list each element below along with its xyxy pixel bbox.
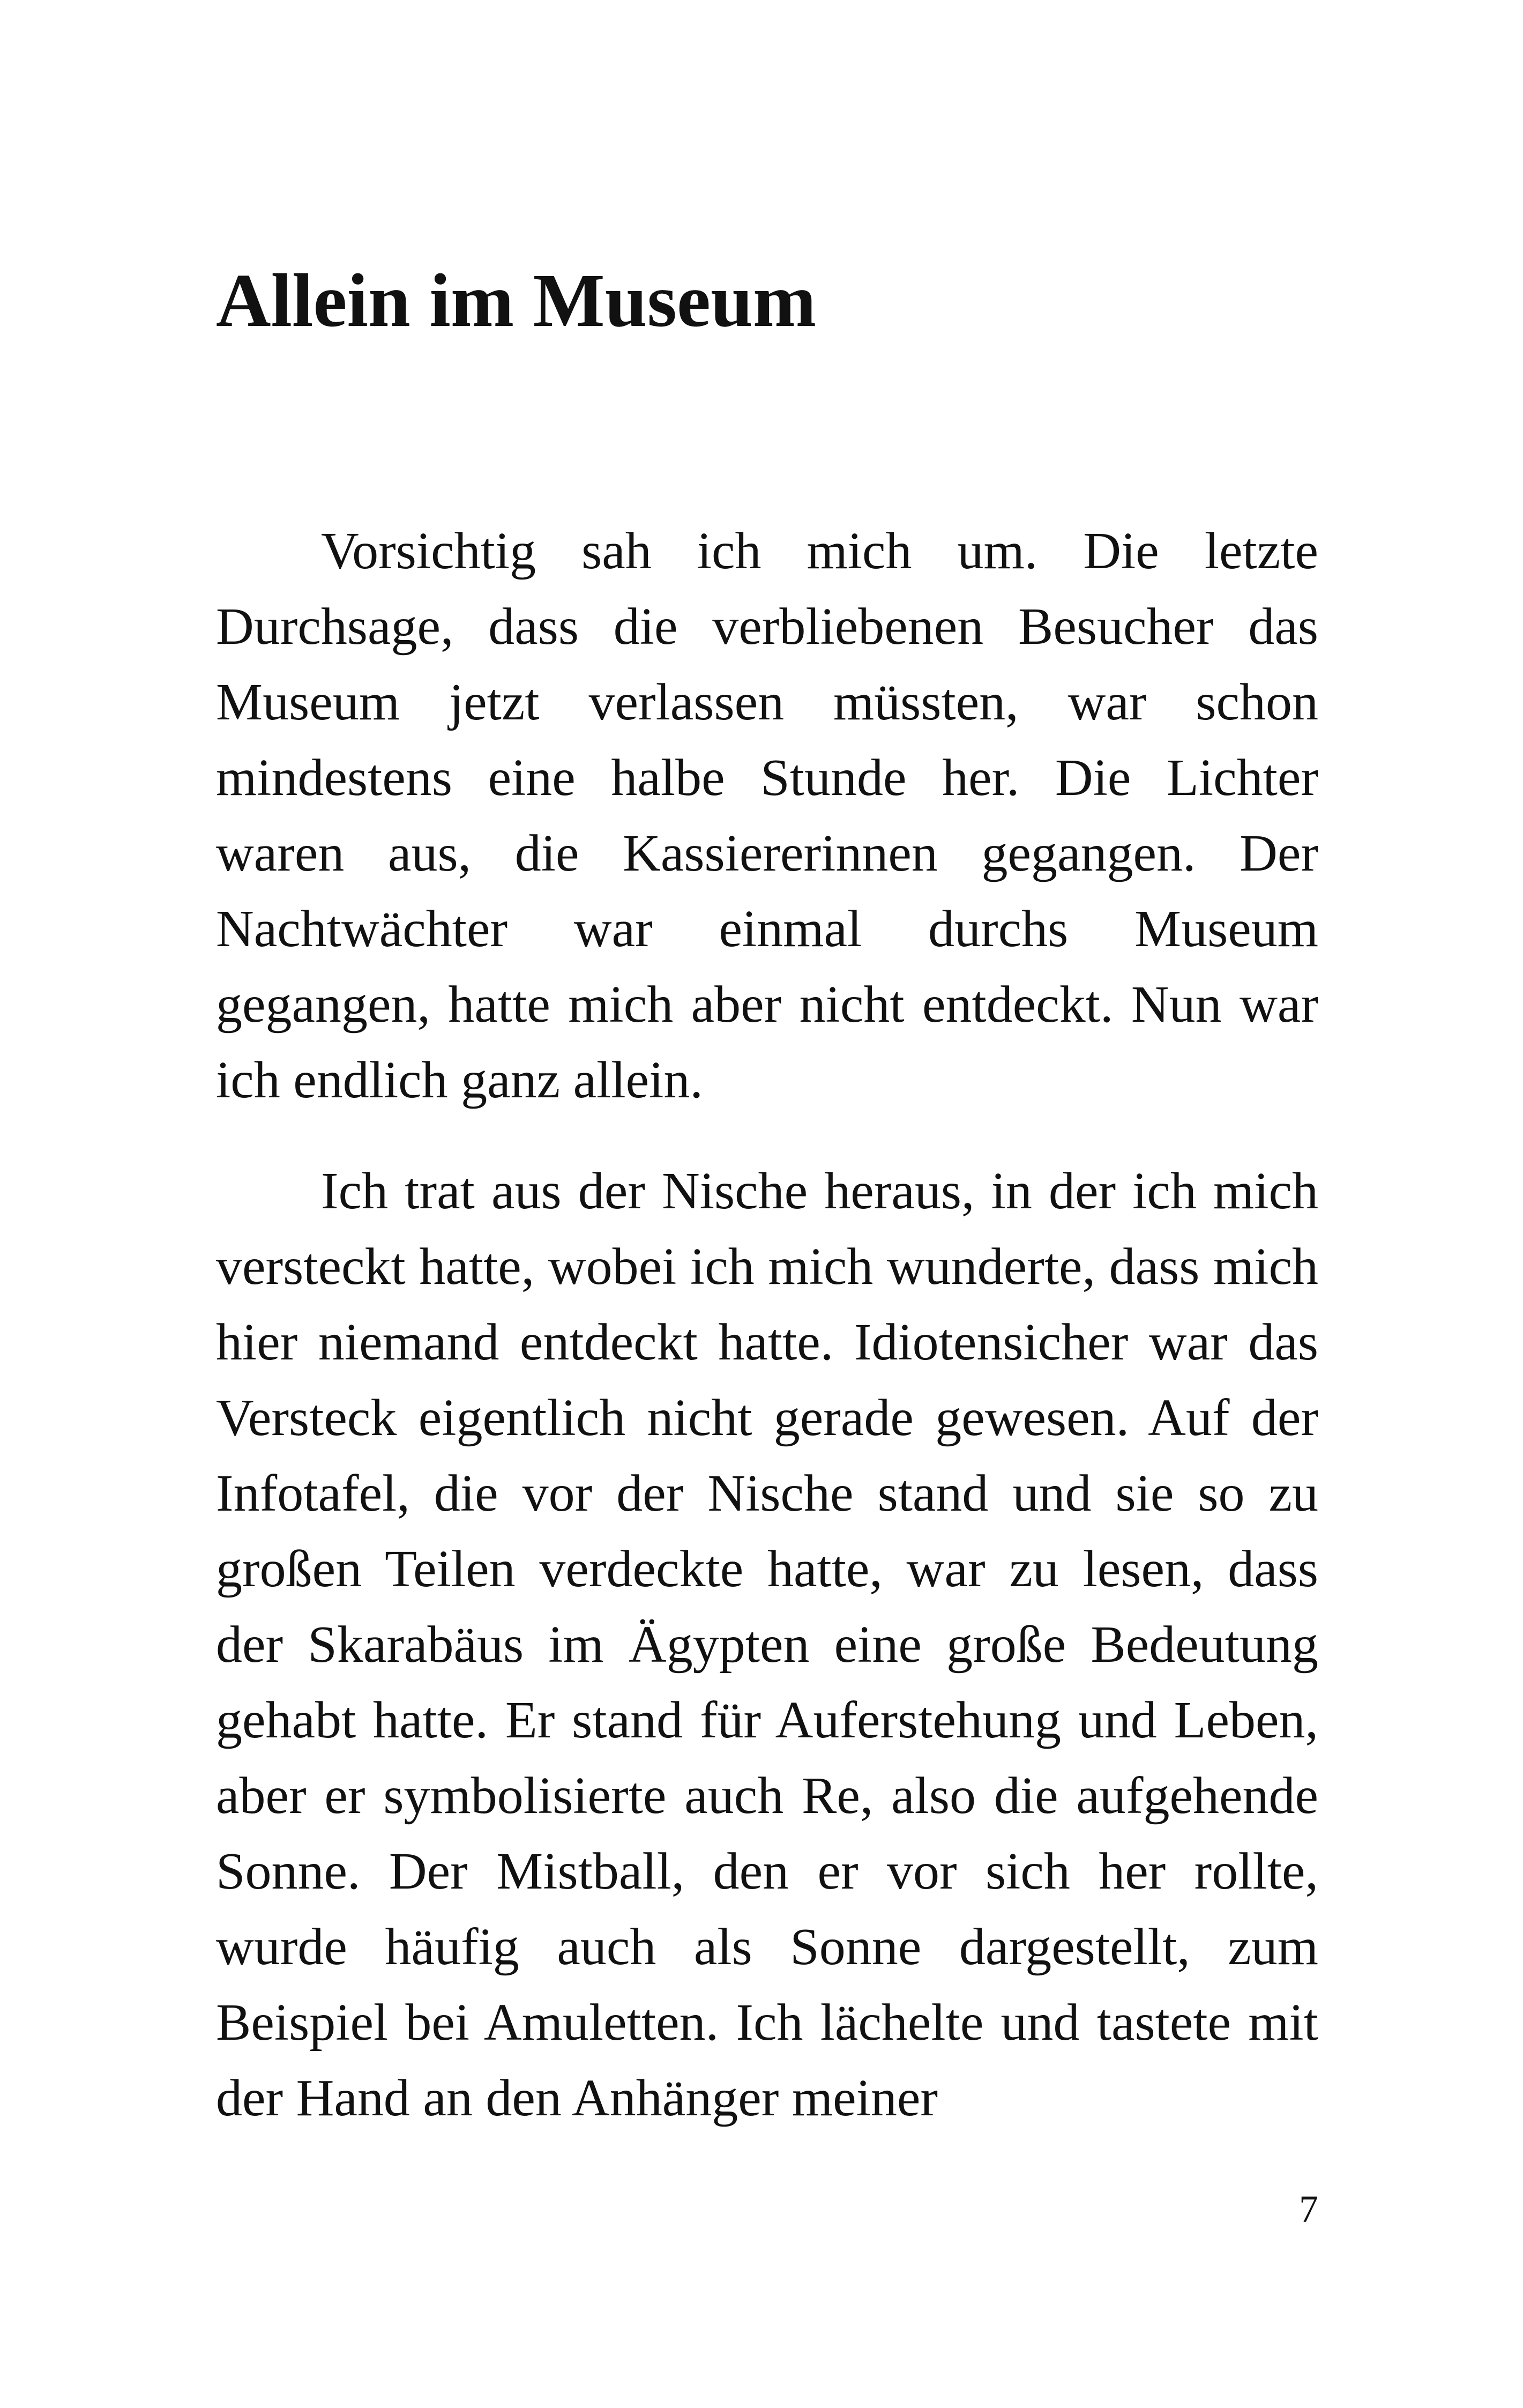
paragraph-2: Ich trat aus der Nische heraus, in der ich mich versteckt hatte, wobei ich mich wunderte, dass mich hier niemand entdeckt hatte. Idiotensicher war das Versteck eigentlich nicht gerade gewesen. Auf der Infotafel, die vor der Nische stand und sie so zu großen Teilen verdeckte hatte, war zu lesen, dass der Skarabäus im Ägypten eine große Bedeutung gehabt hatte. Er stand für Auferstehung und Leben, aber er symbolisierte auch Re, also die aufgehende Sonne. Der Mistball, den er vor sich her rollte, wurde häufig auch als Sonne dargestellt, zum Beispiel bei Amuletten. Ich lächelte und tastete mit der Hand an den Anhänger meiner bbox=[216, 1162, 1318, 2127]
body-text bbox=[216, 514, 1318, 2172]
paragraph-1: Vorsichtig sah ich mich um. Die letzte Durchsage, dass die verbliebenen Besucher das Museum jetzt verlassen müssten, war schon mindestens eine halbe Stunde her. Die Lichter waren aus, die Kassiererinnen gegangen. Der Nachtwächter war einmal durchs Museum gegangen, hatte mich aber nicht entdeckt. Nun war ich endlich ganz allein. bbox=[216, 522, 1318, 1109]
chapter-title: Allein im Museum bbox=[216, 258, 817, 343]
page-number: 7 bbox=[1299, 2188, 1318, 2231]
